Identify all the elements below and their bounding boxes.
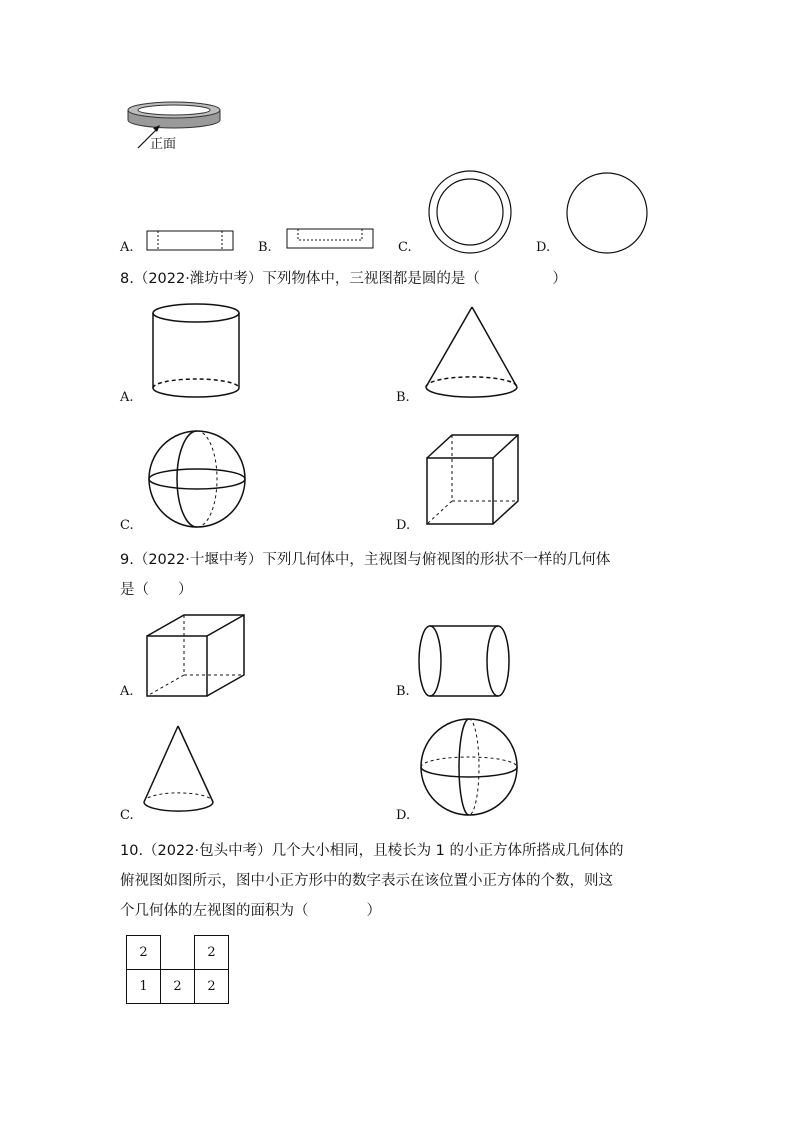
q9-option-a-label: A. (120, 684, 134, 699)
q8-text: 8.（2022·潍坊中考）下列物体中，三视图都是圆的是（ ） (120, 271, 567, 287)
q9-line2: 是（ ） (120, 582, 193, 598)
q9-option-b-label: B. (396, 684, 410, 699)
q7-option-a-label: A. (120, 240, 134, 255)
grid-cell-empty (161, 936, 195, 970)
q9-cube-figure (146, 614, 246, 698)
q8-option-c-label: C. (120, 518, 134, 533)
q10-line1: 10.（2022·包头中考）几个大小相同，且棱长为 1 的小正方体所搭成几何体的 (120, 843, 624, 859)
q9-horizontal-cylinder-figure (420, 624, 512, 700)
grid-cell: 2 (127, 936, 161, 970)
q7-option-b-label: B. (258, 240, 272, 255)
q7-option-a-figure (146, 230, 236, 252)
q10-top-view-grid (126, 935, 229, 1004)
q9-line1: 9.（2022·十堰中考）下列几何体中，主视图与俯视图的形状不一样的几何体 (120, 552, 611, 568)
grid-row (127, 936, 229, 970)
q9-option-d-label: D. (396, 808, 411, 823)
q7-option-c-figure (428, 170, 514, 256)
q8-sphere-figure (148, 430, 248, 530)
q10-line2: 俯视图如图所示，图中小正方形中的数字表示在该位置小正方体的个数，则这 (120, 873, 613, 889)
front-label: 正面 (150, 137, 177, 152)
q8-cylinder-figure (152, 303, 242, 403)
q7-option-d-label: D. (536, 240, 551, 255)
q8-cube-figure (426, 434, 522, 530)
grid-cell: 2 (195, 936, 229, 970)
q9-sphere-figure (420, 718, 520, 818)
q8-option-a-label: A. (120, 390, 134, 405)
q7-option-c-label: C. (398, 240, 412, 255)
q7-option-d-figure (566, 172, 650, 256)
grid-row (127, 970, 229, 1004)
q8-cone-figure (424, 305, 520, 401)
grid-cell: 1 (127, 970, 161, 1004)
q9-cone-figure (142, 724, 216, 816)
q8-option-b-label: B. (396, 390, 410, 405)
q9-option-c-label: C. (120, 808, 134, 823)
q10-line3: 个几何体的左视图的面积为（ ） (120, 903, 381, 919)
q8-option-d-label: D. (396, 518, 411, 533)
grid-cell: 2 (195, 970, 229, 1004)
q7-option-b-figure (286, 228, 376, 250)
grid-cell: 2 (161, 970, 195, 1004)
